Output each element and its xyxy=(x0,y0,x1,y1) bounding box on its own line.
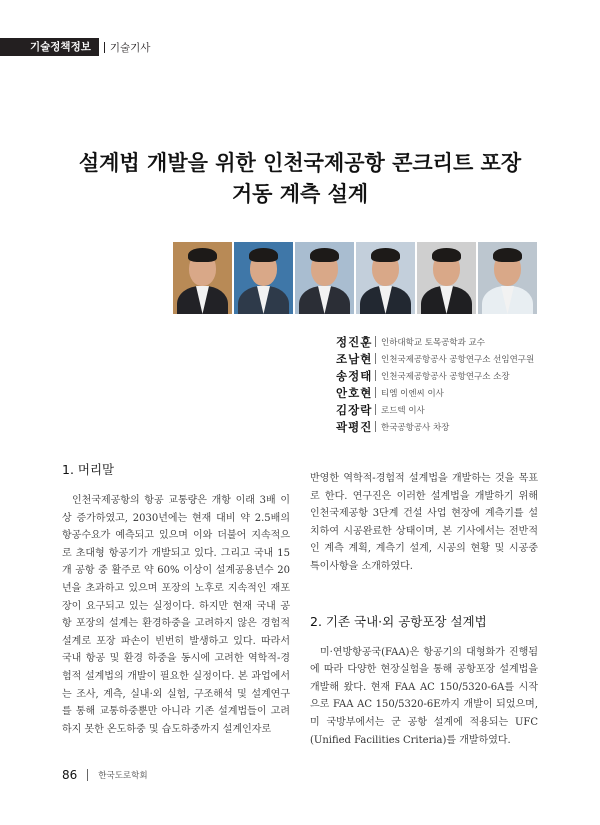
section-1-heading: 1. 머리말 xyxy=(62,462,115,477)
publisher-name: 한국도로학회 xyxy=(98,771,148,781)
author-affiliation: 티엠 이엔씨 이사 xyxy=(381,388,444,399)
author-affiliation: 인하대학교 토목공학과 교수 xyxy=(381,337,485,348)
author-affiliation: 로드텍 이사 xyxy=(381,405,425,416)
page-footer xyxy=(62,768,148,782)
author-photo xyxy=(173,242,232,314)
author-name: 곽평진 xyxy=(336,419,373,434)
article-title xyxy=(0,148,600,210)
header-section-label: 기술정책정보 xyxy=(0,38,99,56)
article-title-line-2: 거동 계측 설계 xyxy=(231,182,369,206)
author-photo xyxy=(417,242,476,314)
author-photo xyxy=(234,242,293,314)
author-photo xyxy=(478,242,537,314)
author-entry xyxy=(336,384,534,401)
author-photo xyxy=(356,242,415,314)
author-affiliation: 한국공항공사 차장 xyxy=(381,422,450,433)
author-entry xyxy=(336,401,534,418)
footer-divider xyxy=(87,769,88,781)
article-title-line-1: 설계법 개발을 위한 인천국제공항 콘크리트 포장 xyxy=(78,151,522,175)
author-entry xyxy=(336,350,534,367)
right-column xyxy=(310,470,538,749)
author-name: 정진훈 xyxy=(336,334,373,349)
section-1-continuation: 반영한 역학적-경험적 설계법을 개발하는 것을 목표로 한다. 연구진은 이러한 설계법을 개발하기 위해 인천국제공항 3단계 건설 사업 현장에 계측기를 설치하여 시공완료한 상태이며, 본 기사에서는 전반적인 계측 계획, 계측기 설계, 시공의 현황 및 시공중 특이사항을 소개하였다. xyxy=(310,473,538,572)
author-photo xyxy=(295,242,354,314)
page-number: 86 xyxy=(62,768,78,782)
author-name: 송정태 xyxy=(336,368,373,383)
section-1-paragraph: 인천국제공항의 항공 교통량은 개항 이래 3배 이상 증가하였고, 2030년에는 현재 대비 약 2.5배의 항공수요가 예측되고 있으며 이와 더불어 지속적으로 초대형 항공기가 개발되고 있다. 그리고 국내 15개 공항 중 활주로 약 60% 이상이 설계공용년수 20년을 초과하고 있으며 포장의 노후로 지속적인 재포장이 요구되고 있는 실정이다. 하지만 현재 국내 공항 포장의 설계는 환경하중을 고려하지 않은 경험적 설계로 포장 파손이 빈번히 발생하고 있다. 따라서 국내 항공 및 환경 하중을 동시에 고려한 역학적-경험적 설계법의 개발이 필요한 실정이다. 본 과업에서는 조사, 계측, 실내·외 실험, 구조해석 및 설계연구를 통해 교통하중뿐만 아니라 기존 설계법들이 고려하지 못한 온도하중 및 습도하중까지 설계인자로 xyxy=(62,495,290,735)
running-header xyxy=(0,38,150,56)
author-entry xyxy=(336,333,534,350)
author-name: 김장락 xyxy=(336,402,373,417)
section-2-heading: 2. 기존 국내·외 공항포장 설계법 xyxy=(310,613,487,629)
author-name: 안호현 xyxy=(336,385,373,400)
author-list xyxy=(336,333,534,435)
author-affiliation: 인천국제공항공사 공항연구소 선임연구원 xyxy=(381,354,535,365)
section-2-paragraph: 미·연방항공국(FAA)은 항공기의 대형화가 진행됨에 따라 다양한 현장실험을 통해 공항포장 설계법을 개발해 왔다. 현재 FAA AC 150/5320-6A를 시작으로 FAA AC 150/5320-6E까지 개발이 되었으며, 미 국방부에서는 군 공항 설계에 적용되는 UFC (Unified Facilities Criteria)를 개발하였다. xyxy=(310,646,538,746)
author-entry xyxy=(336,418,534,435)
author-photos xyxy=(173,242,537,314)
author-entry xyxy=(336,367,534,384)
author-affiliation: 인천국제공항공사 공항연구소 소장 xyxy=(381,371,510,382)
author-name: 조남현 xyxy=(336,351,373,366)
header-subsection-label: 기술기사 xyxy=(109,41,151,54)
left-column xyxy=(62,460,290,738)
header-divider xyxy=(104,42,105,53)
